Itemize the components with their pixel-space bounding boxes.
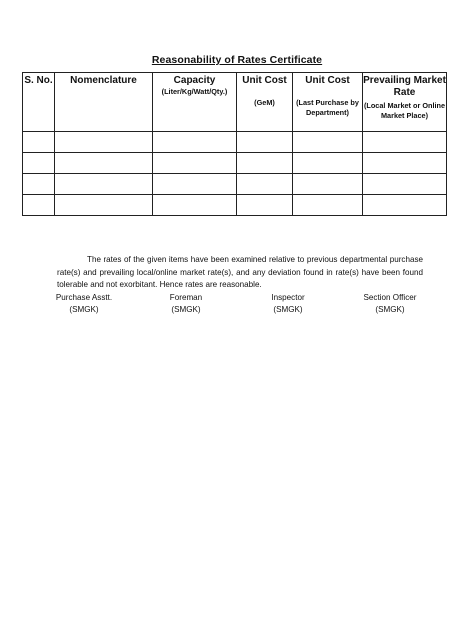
header-unit-cost-last-purchase <box>293 73 363 132</box>
table-cell[interactable] <box>23 174 55 195</box>
signatory-purchase-asstt <box>29 292 139 316</box>
table-cell[interactable] <box>237 195 293 216</box>
table-cell[interactable] <box>293 132 363 153</box>
table-cell[interactable] <box>293 195 363 216</box>
table-cell[interactable] <box>23 132 55 153</box>
table-cell[interactable] <box>293 174 363 195</box>
table-row <box>23 174 447 195</box>
table-cell[interactable] <box>293 153 363 174</box>
table-cell[interactable] <box>237 132 293 153</box>
table-cell[interactable] <box>23 153 55 174</box>
table-cell[interactable] <box>23 195 55 216</box>
table-cell[interactable] <box>363 132 447 153</box>
header-sublabel: (Liter/Kg/Watt/Qty.) <box>161 86 228 96</box>
header-label: Nomenclature <box>70 75 137 86</box>
table-cell[interactable] <box>153 174 237 195</box>
table-cell[interactable] <box>363 174 447 195</box>
signatory-inspector <box>233 292 343 316</box>
signatory-unit: (SMGK) <box>171 305 201 314</box>
header-nomenclature <box>55 73 153 132</box>
signatory-role: Foreman <box>169 293 203 302</box>
rates-table <box>22 72 447 216</box>
header-label: Capacity <box>173 75 216 86</box>
header-sublabel: (Last Purchase by Department) <box>296 97 359 117</box>
table-cell[interactable] <box>363 153 447 174</box>
signatory-section-officer <box>335 292 445 316</box>
signatory-unit: (SMGK) <box>273 305 303 314</box>
table-row <box>23 132 447 153</box>
table-cell[interactable] <box>55 153 153 174</box>
certificate-statement-text: The rates of the given items have been examined relative to previous departmental purchase rate(s) and prevailing local/online market rate(s), and any deviation found in rate(s) have been found tolerable and not exorbitant. Hence rates are reasonable. <box>57 255 423 290</box>
table-row <box>23 195 447 216</box>
header-serial-number <box>23 73 55 132</box>
table-cell[interactable] <box>153 153 237 174</box>
table-header-row <box>23 73 447 132</box>
signatory-unit: (SMGK) <box>69 305 99 314</box>
signatory-role: Purchase Asstt. <box>55 293 113 302</box>
signatory-role: Section Officer <box>363 293 417 302</box>
table-cell[interactable] <box>55 195 153 216</box>
table-cell[interactable] <box>363 195 447 216</box>
header-label: Unit Cost <box>305 75 350 86</box>
certificate-statement <box>57 254 423 292</box>
signatory-role: Inspector <box>271 293 305 302</box>
header-label: S. No. <box>24 75 53 86</box>
document-title: Reasonability of Rates Certificate <box>151 54 323 66</box>
header-label: Prevailing Market Rate <box>363 75 446 98</box>
header-sublabel: (Local Market or Online Market Place) <box>363 101 446 120</box>
header-prevailing-market-rate <box>363 73 447 132</box>
header-unit-cost-gem <box>237 73 293 132</box>
table-cell[interactable] <box>237 174 293 195</box>
table-cell[interactable] <box>153 195 237 216</box>
table-cell[interactable] <box>153 132 237 153</box>
table-row <box>23 153 447 174</box>
signatory-unit: (SMGK) <box>375 305 405 314</box>
header-capacity <box>153 73 237 132</box>
table-cell[interactable] <box>55 174 153 195</box>
table-cell[interactable] <box>55 132 153 153</box>
table-cell[interactable] <box>237 153 293 174</box>
header-sublabel: (GeM) <box>254 97 275 107</box>
header-label: Unit Cost <box>242 75 287 86</box>
signatory-foreman <box>131 292 241 316</box>
